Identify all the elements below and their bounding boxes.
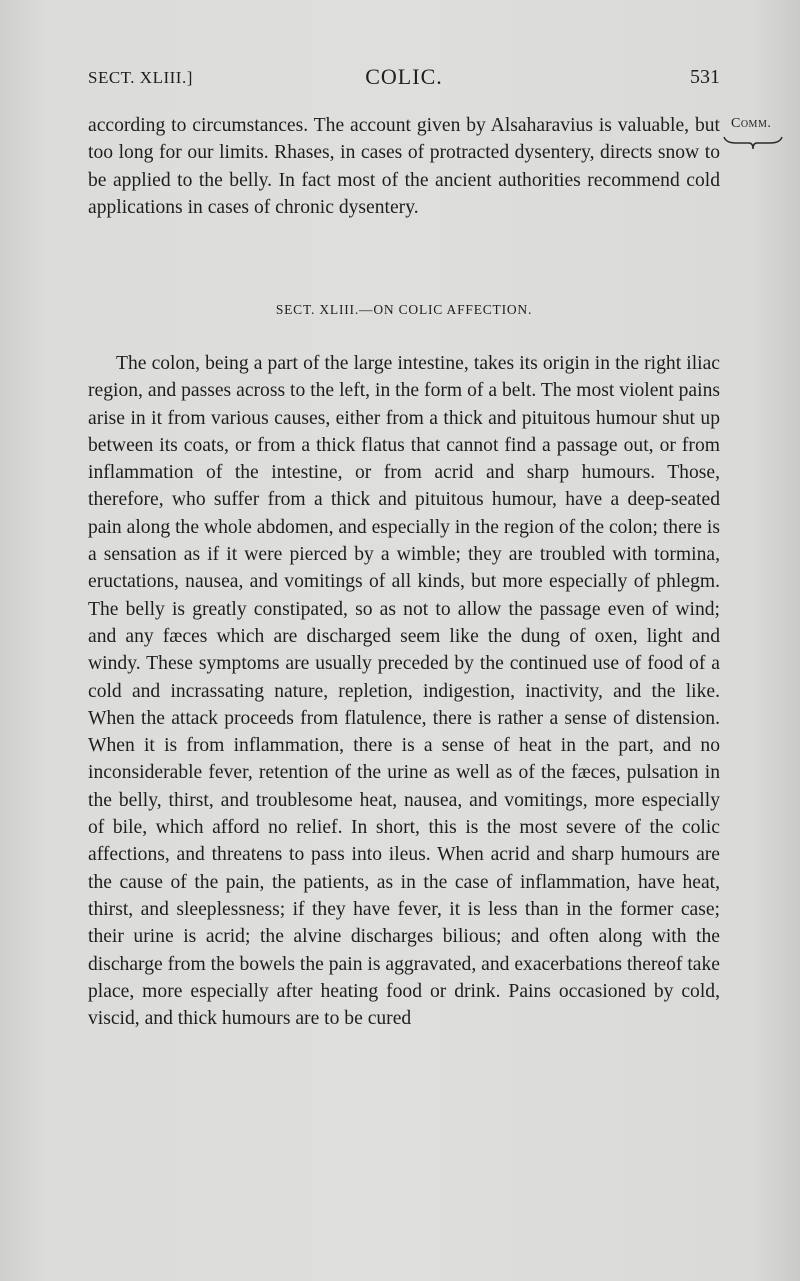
margin-brace: [722, 134, 784, 154]
paragraph-2-text: The colon, being a part of the large intestine, takes its origin in the right iliac region, and passes across to the left, in the form of a belt. The most violent pains arise in it from various causes, either from a thick and pituitous humour shut up between its coats, or from a thick flatus that cannot find a passage out, or from inflammation of the intestine, or from acrid and sharp humours. Those, therefore, who suffer from a thick and pituitous humour, have a deep-seated pain along the whole abdomen, and especially in the region of the colon; there is a sensation as if it were pierced by a wimble; they are troubled with tormina, eructations, nausea, and vomitings of all kinds, but more especially of phlegm. The belly is greatly constipated, so as not to allow the passage even of wind; and any fæces which are discharged seem like the dung of oxen, light and windy. These symptoms are usually preceded by the continued use of food of a cold and incrassating nature, repletion, indigestion, inactivity, and the like. When the attack proceeds from flatulence, there is rather a sense of distension. When it is from inflammation, there is a sense of heat in the part, and no inconsiderable fever, retention of the urine as well as of the fæces, pulsation in the belly, thirst, and troublesome heat, nausea, and vomitings, more especially of bile, which afford no relief. In short, this is the most severe of the colic affections, and threatens to pass into ileus. When acrid and sharp humours are the cause of the pain, the patients, as in the case of inflammation, have heat, thirst, and sleeplessness; if they have fever, it is less than in the former case; their urine is acrid; the alvine discharges bilious; and often along with the discharge from the bowels the pain is aggravated, and exacerbations thereof take place, more especially after heating food or drink. Pains occasioned by cold, viscid, and thick humours are to be cured: [88, 353, 720, 1030]
margin-note: Comm.: [731, 116, 772, 131]
paragraph-continued: [88, 112, 720, 221]
header-section: SECT. XLIII.]: [88, 68, 193, 87]
paragraph-main: [88, 350, 720, 1032]
section-heading: SECT. XLIII.—ON COLIC AFFECTION.: [275, 302, 533, 317]
header-title: COLIC.: [365, 64, 443, 89]
paragraph-1-text: according to circumstances. The account given by Alsaharavius is valuable, but too long for our limits. Rhases, in cases of protracted dysentery, directs snow to be applied to the belly. In fact most of the ancient authorities recommend cold applications in cases of chronic dysentery.: [88, 115, 720, 218]
page-number: 531: [690, 66, 720, 88]
running-header: [88, 64, 720, 94]
